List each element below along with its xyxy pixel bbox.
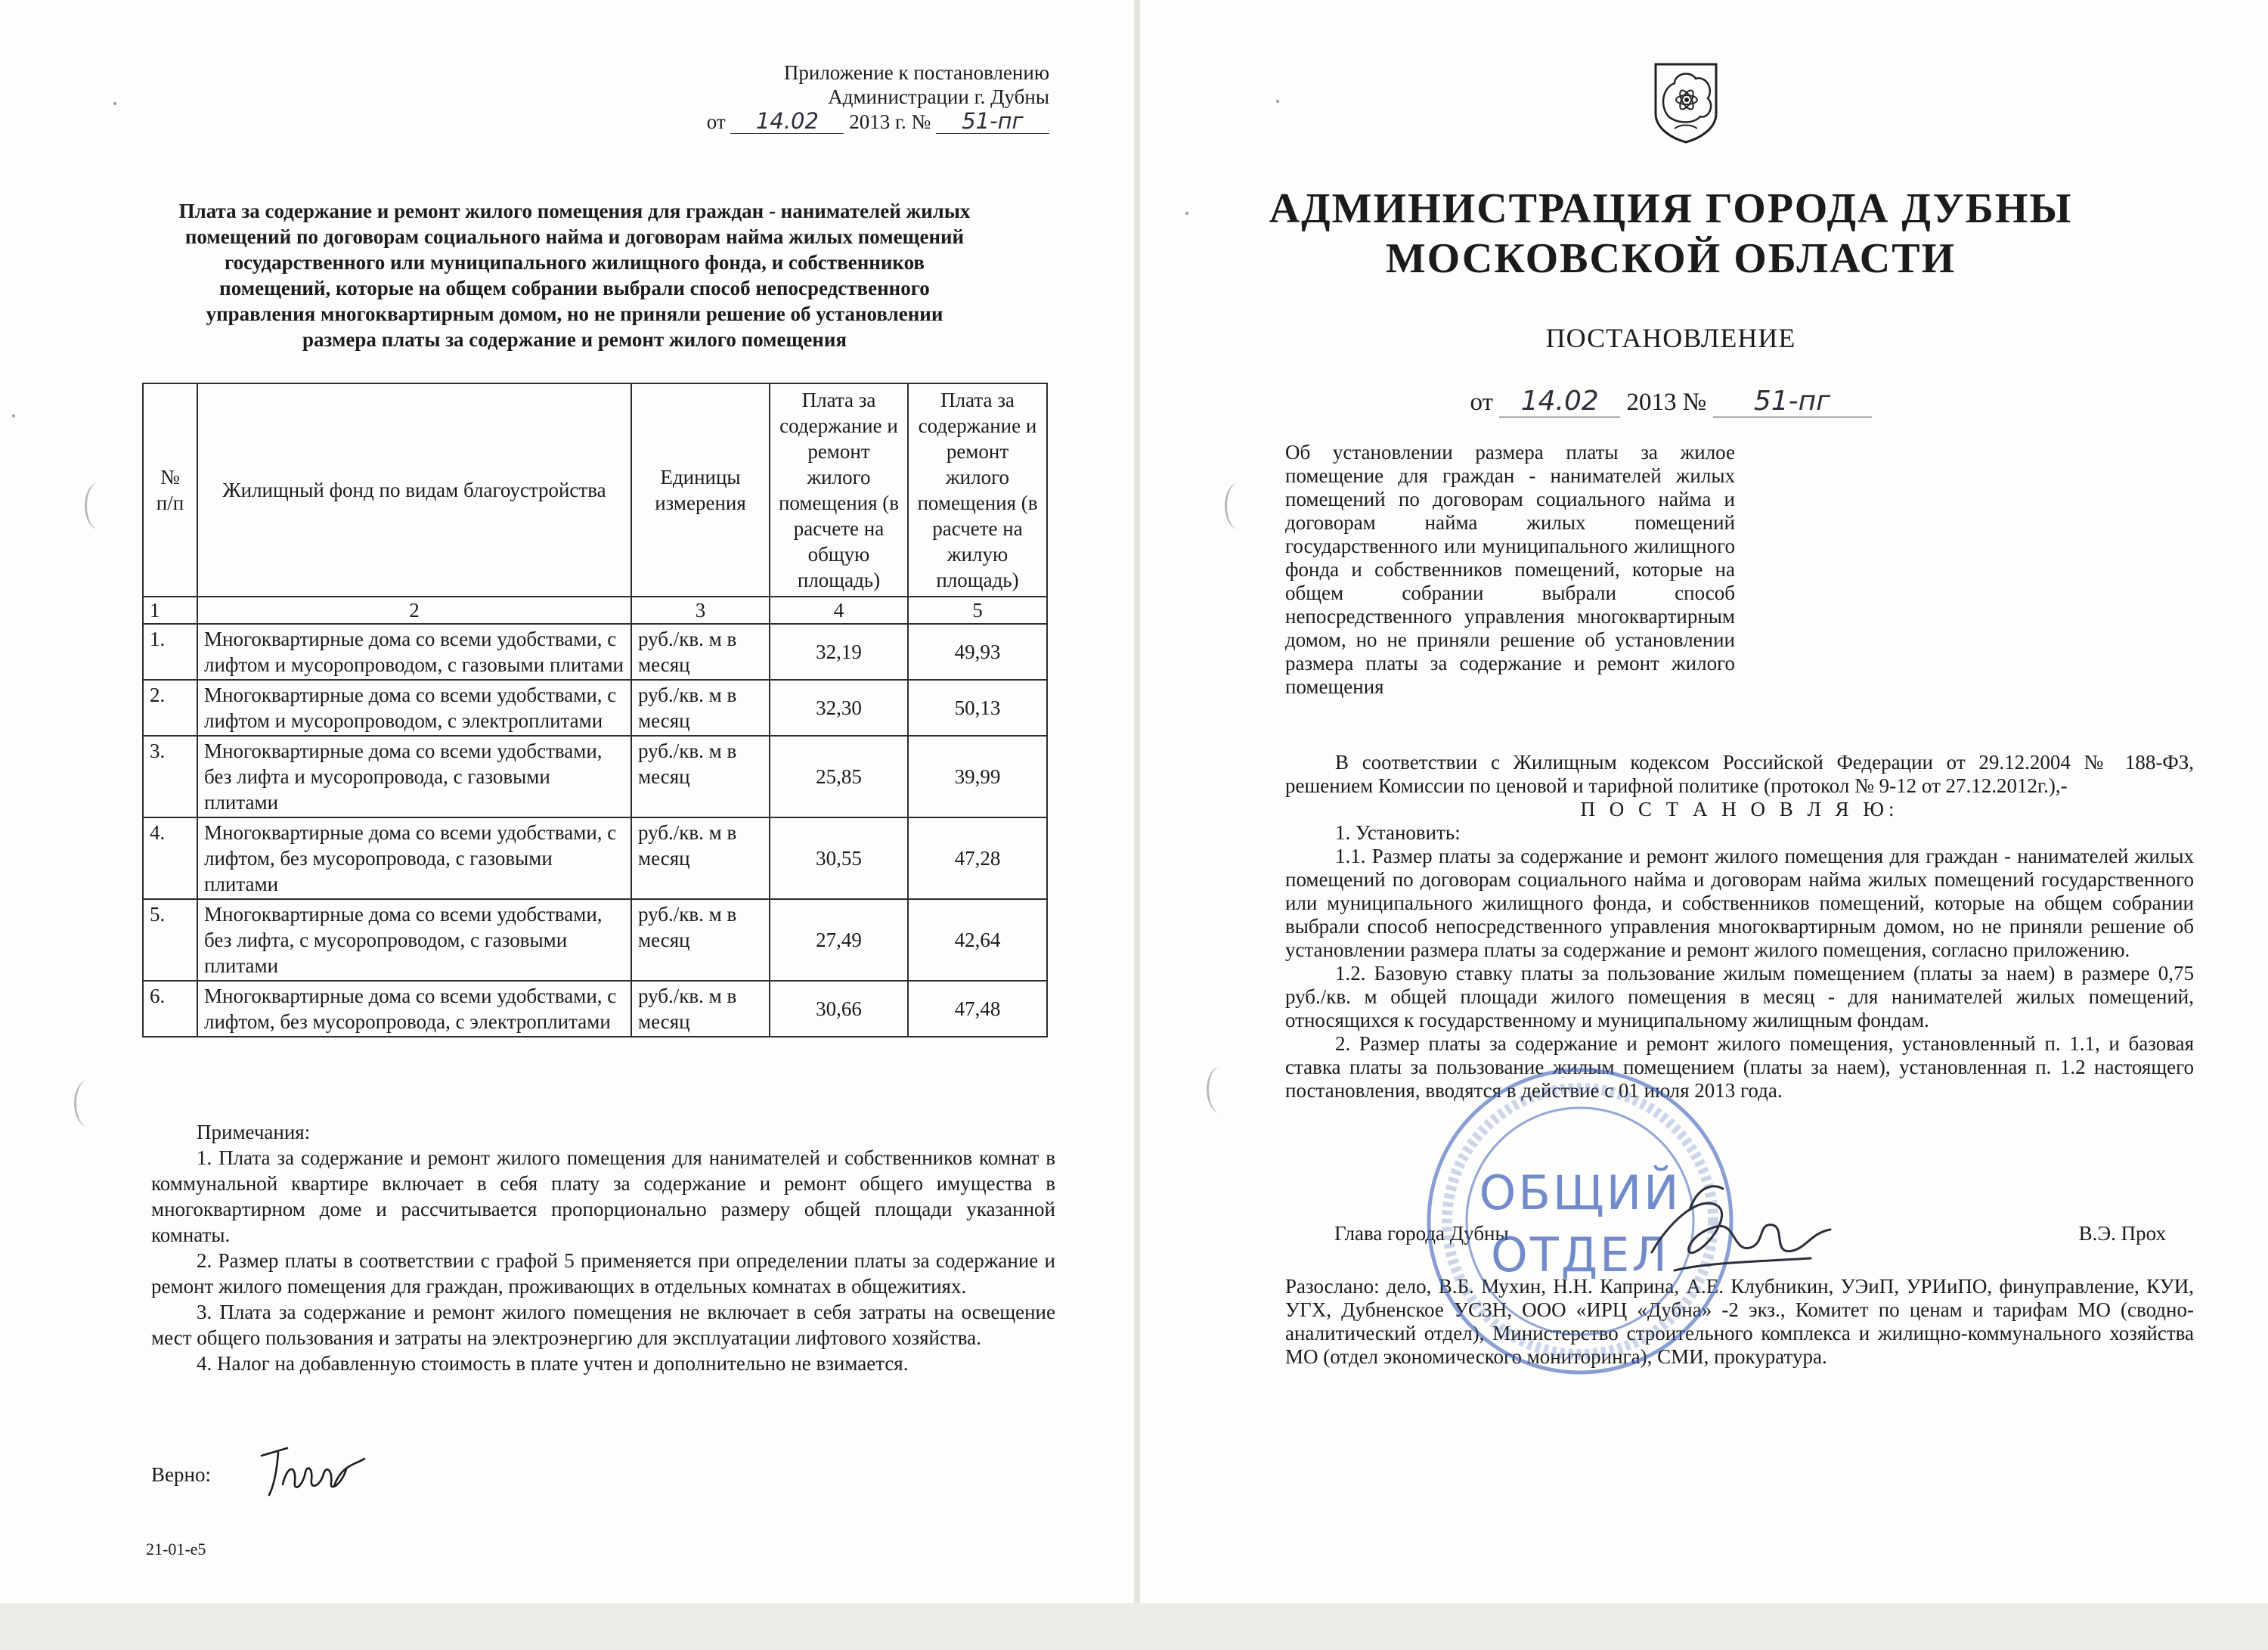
row-total-area-rate: 30,66 — [770, 981, 908, 1037]
note-item: 1. Плата за содержание и ремонт жилого помещения для нанимателей и собственников комнат в коммунальной квартире включает в себя плату за содержание и ремонт общего имущества в многоквартирном доме и рассчитывается пропорционально размеру общей площади указанной комнаты. — [151, 1146, 1055, 1246]
tariff-table — [142, 383, 1048, 1037]
row-unit: руб./кв. м в месяц — [631, 981, 770, 1037]
row-unit: руб./кв. м в месяц — [631, 817, 770, 899]
col-number: 1 — [143, 597, 197, 624]
row-total-area-rate: 30,55 — [770, 817, 908, 899]
handwritten-number: 51-пг — [936, 109, 1049, 134]
scan-speck — [113, 102, 116, 105]
row-num: 6. — [143, 981, 197, 1037]
note-item: 3. Плата за содержание и ремонт жилого помещения не включает в себя затраты на освещение мест общего пользования и затраты на электроэнергию для эксплуатации лифтового хозяйства. — [151, 1301, 1055, 1349]
table-title-line: Плата за содержание и ремонт жилого помещения для граждан - нанимателей жилых — [178, 200, 971, 222]
date-prefix: от — [706, 110, 726, 133]
row-living-area-rate: 47,48 — [908, 981, 1047, 1037]
row-unit: руб./кв. м в месяц — [631, 624, 770, 680]
document-code: 21-01-е5 — [146, 1540, 206, 1559]
date-prefix: от — [1470, 389, 1493, 416]
notes-title: Примечания: — [197, 1121, 311, 1143]
punch-hole-mark — [1225, 482, 1253, 529]
punch-hole-mark — [85, 482, 113, 529]
header-num: № п/п — [143, 383, 197, 597]
page-attachment — [0, 0, 1134, 1603]
stamp-line-2: ОТДЕЛ — [1491, 1227, 1669, 1282]
attachment-line-1: Приложение к постановлению — [783, 61, 1049, 84]
table-title-line: государственного или муниципального жилищного фонда, и собственников — [224, 251, 925, 274]
row-num: 4. — [143, 817, 197, 899]
attachment-date-line — [626, 109, 1049, 134]
table-title-line: помещений по договорам социального найма и договорам найма жилых помещений — [184, 225, 965, 248]
table-row — [143, 899, 1047, 981]
table-title-line: размера платы за содержание и ремонт жилого помещения — [302, 328, 847, 351]
stamp-line-1: ОБЩИЙ — [1479, 1165, 1681, 1220]
row-total-area-rate: 25,85 — [770, 736, 908, 817]
year-suffix: 2013 № — [1626, 389, 1707, 416]
resolve-heading: П О С Т А Н О В Л Я Ю: — [1580, 798, 1899, 820]
administration-title — [1179, 184, 2162, 284]
col-number: 5 — [908, 597, 1047, 624]
row-num: 2. — [143, 680, 197, 736]
decree-date-line — [1179, 386, 2162, 417]
row-description: Многоквартирные дома со всеми удобствами, с лифтом, без мусоропровода, с электроплитами — [197, 981, 631, 1037]
scan-bottom-strip — [0, 1603, 2268, 1650]
table-row — [143, 736, 1047, 817]
scan-speck — [1276, 100, 1279, 103]
row-living-area-rate: 39,99 — [908, 736, 1047, 817]
clause-1: 1. Установить: — [1335, 821, 1461, 844]
header-fund: Жилищный фонд по видам благоустройства — [197, 383, 631, 597]
scan-speck — [12, 414, 15, 417]
header-living-area: Плата за содержание и ремонт жилого помещения (в расчете на жилую площадь) — [908, 383, 1047, 597]
row-description: Многоквартирные дома со всеми удобствами, с лифтом и мусоропроводом, с газовыми плитами — [197, 624, 631, 680]
head-name: В.Э. Прох — [2078, 1222, 2166, 1245]
admin-title-line-1: АДМИНИСТРАЦИЯ ГОРОДА ДУБНЫ — [1269, 185, 2073, 232]
table-row — [143, 680, 1047, 736]
header-unit: Единицы измерения — [631, 383, 770, 597]
head-signature — [1644, 1180, 1841, 1286]
handwritten-number: 51-пг — [1713, 386, 1872, 417]
punch-hole-mark — [74, 1080, 102, 1127]
signature-verno — [257, 1442, 370, 1503]
decree-subject: Об установлении размера платы за жилое помещение для граждан - нанимателей жилых помещений по договорам социального найма и договорам найма жилых помещений государственного или муниципального жилищного фонда и собственников помещений, которые на общем собрании выбрали способ непосредственного управления многоквартирным домом, но не приняли решение об установлении размера платы за содержание и ремонт жилого помещения — [1285, 441, 1735, 698]
handwritten-date: 14.02 — [730, 109, 844, 134]
table-header-row — [143, 383, 1047, 597]
row-num: 3. — [143, 736, 197, 817]
table-row — [143, 981, 1047, 1037]
punch-hole-mark — [1207, 1066, 1235, 1113]
attachment-header — [626, 60, 1049, 134]
table-title-line: управления многоквартирным домом, но не приняли решение об установлении — [206, 302, 943, 325]
row-description: Многоквартирные дома со всеми удобствами, с лифтом и мусоропроводом, с электроплитами — [197, 680, 631, 736]
attachment-line-2: Администрации г. Дубны — [828, 85, 1049, 108]
sheet-gap — [1134, 0, 1140, 1650]
admin-title-line-2: МОСКОВСКОЙ ОБЛАСТИ — [1385, 235, 1957, 282]
row-unit: руб./кв. м в месяц — [631, 736, 770, 817]
clause-1-1: 1.1. Размер платы за содержание и ремонт жилого помещения для граждан - нанимателей жилых помещений по договорам социального найма и договорам найма жилых помещений государственного или муниципального жилищного фонда, и собственников помещений, которые на общем собрании выбрали способ непосредственного управления многоквартирным домом, но не приняли решение об установлении размера платы за содержание и ремонт жилого помещения, согласно приложению. — [1285, 845, 2194, 961]
clause-2: 2. Размер платы за содержание и ремонт жилого помещения, установленный п. 1.1, и базовая ставка платы за пользование жилым помещением (платы за наем), установленная п. 1.2 настоящего постановления, вводятся в действие с 01 июля 2013 года. — [1285, 1032, 2194, 1102]
col-number: 4 — [770, 597, 908, 624]
row-total-area-rate: 32,30 — [770, 680, 908, 736]
note-item: 2. Размер платы в соответствии с графой 5 применяется при определении платы за содержание и ремонт жилого помещения для граждан, проживающих в отдельных комнатах в общежитиях. — [151, 1249, 1055, 1298]
header-total-area: Плата за содержание и ремонт жилого помещения (в расчете на общую площадь) — [770, 383, 908, 597]
row-num: 5. — [143, 899, 197, 981]
clause-1-2: 1.2. Базовую ставку платы за пользование жилым помещением (платы за наем) в размере 0,75 руб./кв. м общей площади жилого помещения в месяц - для нанимателей жилых помещений, относящихся к государственному и муниципальному жилищным фондам. — [1285, 962, 2194, 1031]
table-row — [143, 817, 1047, 899]
decree-body — [1285, 751, 2194, 1103]
col-number: 2 — [197, 597, 631, 624]
row-description: Многоквартирные дома со всеми удобствами, без лифта, с мусоропроводом, с газовыми плитами — [197, 899, 631, 981]
year-suffix: 2013 г. № — [849, 110, 931, 133]
note-item: 4. Налог на добавленную стоимость в плате учтен и дополнительно не взимается. — [197, 1352, 909, 1375]
row-unit: руб./кв. м в месяц — [631, 680, 770, 736]
column-number-row — [143, 597, 1047, 624]
row-unit: руб./кв. м в месяц — [631, 899, 770, 981]
row-num: 1. — [143, 624, 197, 680]
row-living-area-rate: 47,28 — [908, 817, 1047, 899]
row-total-area-rate: 27,49 — [770, 899, 908, 981]
distribution-list: Разослано: дело, В.Б. Мухин, Н.Н. Каприна, А.Е. Клубникин, УЭиП, УРИиПО, финуправление, КУИ, УГХ, Дубненское УСЗН, ООО «ИРЦ «Дубна» -2 экз., Комитет по ценам и тарифам МО (сводно-аналитический отдел), Министерство строительного комплекса и жилищно-коммунального хозяйства МО (отдел экономического мониторинга), СМИ, прокуратура. — [1285, 1275, 2194, 1368]
row-total-area-rate: 32,19 — [770, 624, 908, 680]
row-description: Многоквартирные дома со всеми удобствами, с лифтом, без мусоропровода, с газовыми плитами — [197, 817, 631, 899]
notes-section — [151, 1119, 1055, 1376]
table-title-line: помещений, которые на общем собрании выбрали способ непосредственного — [219, 277, 930, 299]
row-living-area-rate: 42,64 — [908, 899, 1047, 981]
row-living-area-rate: 49,93 — [908, 624, 1047, 680]
col-number: 3 — [631, 597, 770, 624]
row-description: Многоквартирные дома со всеми удобствами, без лифта и мусоропровода, с газовыми плитами — [197, 736, 631, 817]
table-row — [143, 624, 1047, 680]
decree-label: ПОСТАНОВЛЕНИЕ — [1545, 323, 1796, 353]
verno-line — [151, 1463, 211, 1487]
head-title: Глава города Дубны — [1334, 1222, 1509, 1245]
verno-label: Верно: — [151, 1463, 211, 1486]
preamble: В соответствии с Жилищным кодексом Российской Федерации от 29.12.2004 № 188-ФЗ, решением Комиссии по ценовой и тарифной политике (протокол № 9-12 от 27.12.2012г.),- — [1285, 751, 2194, 797]
row-living-area-rate: 50,13 — [908, 680, 1047, 736]
table-title — [140, 198, 1009, 352]
handwritten-date: 14.02 — [1499, 386, 1620, 417]
city-coat-of-arms-icon — [1652, 60, 1720, 144]
